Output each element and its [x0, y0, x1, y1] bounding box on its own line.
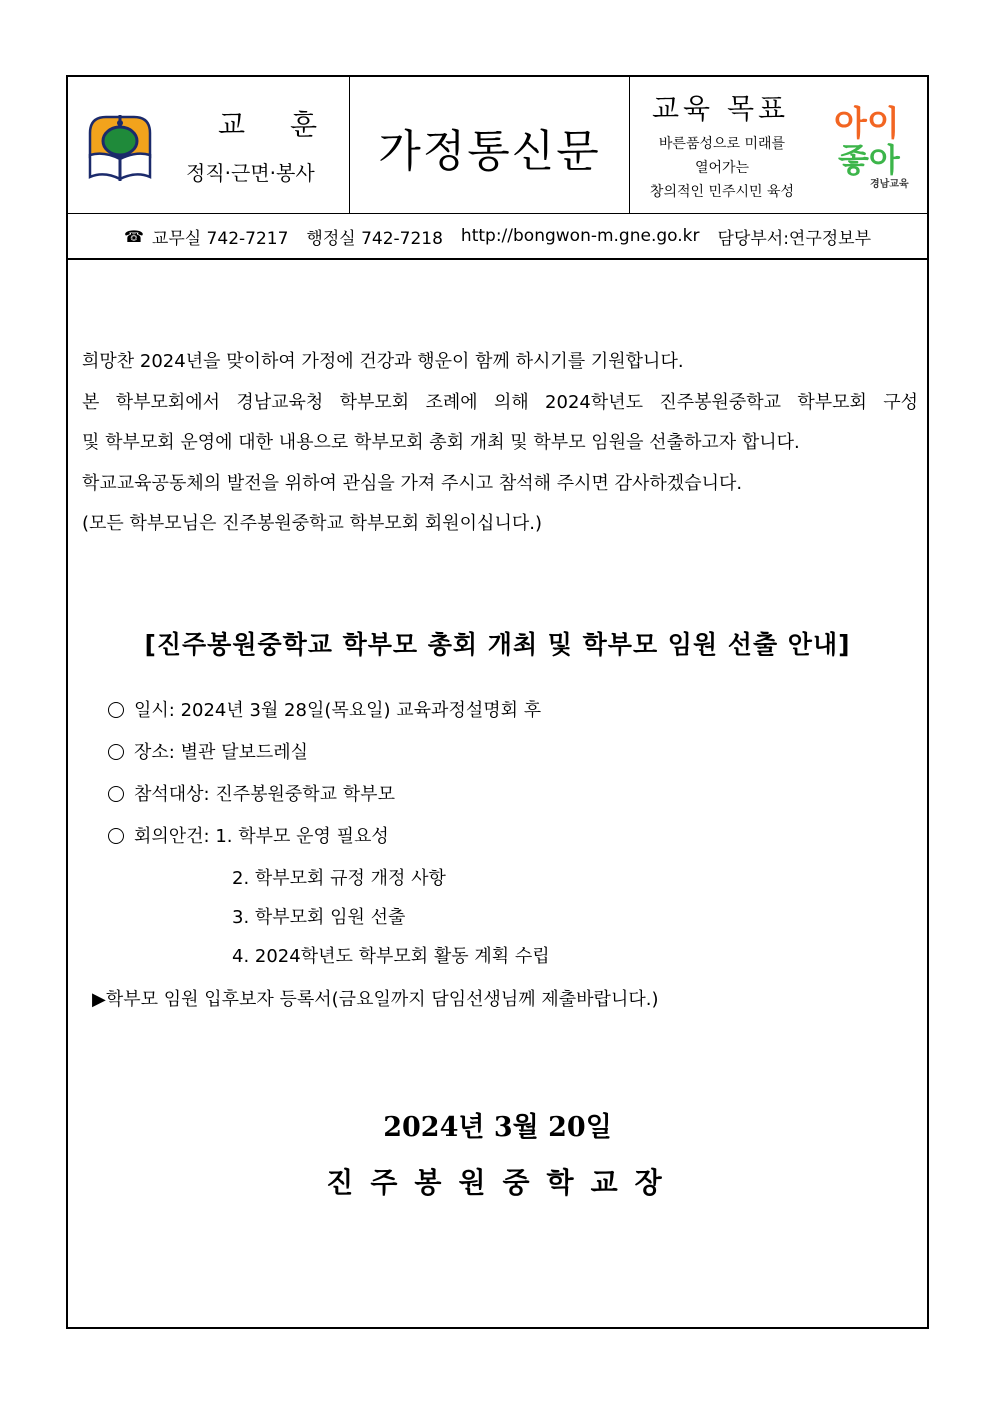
registration-note	[92, 985, 658, 1011]
aii-joa-slogan-logo-icon	[830, 101, 922, 191]
slogan-text-3: 경남교육	[870, 179, 909, 190]
detail-value: 2024년 3월 28일(목요일) 교육과정설명회 후	[180, 700, 542, 721]
education-goal-title: 교육 목표	[652, 92, 790, 125]
detail-label: 일시:	[134, 700, 175, 721]
motto-text: 정직·근면·봉사	[186, 161, 315, 185]
agenda-item: 2. 학부모회 규정 개정 사항	[232, 868, 446, 889]
body-paragraph: 희망찬 2024년을 맞이하여 가정에 건강과 행운이 함께 하시기를 기원합니다.	[82, 351, 684, 372]
note-text: 학부모 임원 입후보자 등록서(금요일까지 담임선생님께 제출바랍니다.)	[105, 989, 659, 1010]
detail-label: 회의안건:	[134, 826, 210, 847]
school-emblem-icon	[86, 111, 154, 183]
principal-signature: 진주봉원중학교장	[326, 1166, 679, 1199]
detail-location	[108, 739, 308, 767]
circle-bullet-icon	[108, 786, 124, 802]
detail-value: 1. 학부모 운영 필요성	[215, 826, 389, 847]
education-goal-cell	[630, 77, 927, 213]
newsletter-frame	[66, 75, 929, 1329]
detail-attendees	[108, 781, 395, 809]
body-paragraph: (모든 학부모님은 진주봉원중학교 학부모회 회원이십니다.)	[82, 513, 542, 534]
education-goal-line: 열어가는	[694, 160, 750, 176]
newsletter-title: 가정통신문	[378, 126, 601, 177]
triangle-marker-icon: ▶	[92, 989, 106, 1010]
newsletter-title-cell	[350, 77, 630, 213]
body-paragraph: 학교교육공동체의 발전을 위하여 관심을 가져 주시고 참석해 주시면 감사하겠습니다.	[82, 472, 743, 494]
detail-value: 진주봉원중학교 학부모	[215, 784, 395, 805]
motto-title: 교 훈	[218, 108, 335, 141]
website-link[interactable]: http://bongwon-m.gne.go.kr	[460, 226, 700, 246]
slogan-text-2: 좋아	[838, 141, 900, 179]
admin-phone: 행정실 742-7218	[306, 228, 443, 249]
education-goal-line: 창의적인 민주시민 육성	[649, 184, 795, 200]
education-goal-line: 바른품성으로 미래를	[658, 136, 786, 152]
detail-label: 참석대상:	[134, 784, 210, 805]
department: 담당부서:연구정보부	[717, 228, 872, 249]
issue-date: 2024년 3월 20일	[383, 1112, 612, 1143]
office-phone: 교무실 742-7217	[151, 228, 289, 249]
greeting-body	[82, 342, 918, 545]
header	[68, 77, 927, 214]
telephone-icon: ☎	[123, 226, 144, 246]
agenda-item: 3. 학부모회 임원 선출	[232, 907, 406, 928]
circle-bullet-icon	[108, 744, 124, 760]
detail-datetime	[108, 697, 541, 725]
detail-label: 장소:	[134, 742, 175, 763]
slogan-text-1: 아이	[834, 104, 900, 144]
body-paragraph: 본 학부모회에서 경남교육청 학부모회 조례에 의해 2024학년도 진주봉원중학교 학부모회 구성	[82, 391, 918, 413]
contact-bar	[68, 214, 927, 260]
circle-bullet-icon	[108, 702, 124, 718]
agenda-item: 4. 2024학년도 학부모회 활동 계획 수립	[232, 946, 550, 967]
body-paragraph: 및 학부모회 운영에 대한 내용으로 학부모회 총회 개최 및 학부모 임원을 선출하고자 합니다.	[82, 432, 800, 453]
detail-agenda	[108, 823, 389, 851]
detail-value: 별관 달보드레실	[180, 742, 309, 763]
notice-title: [진주봉원중학교 학부모 총회 개최 및 학부모 임원 선출 안내]	[144, 630, 851, 659]
school-motto-cell	[68, 77, 350, 213]
circle-bullet-icon	[108, 828, 124, 844]
